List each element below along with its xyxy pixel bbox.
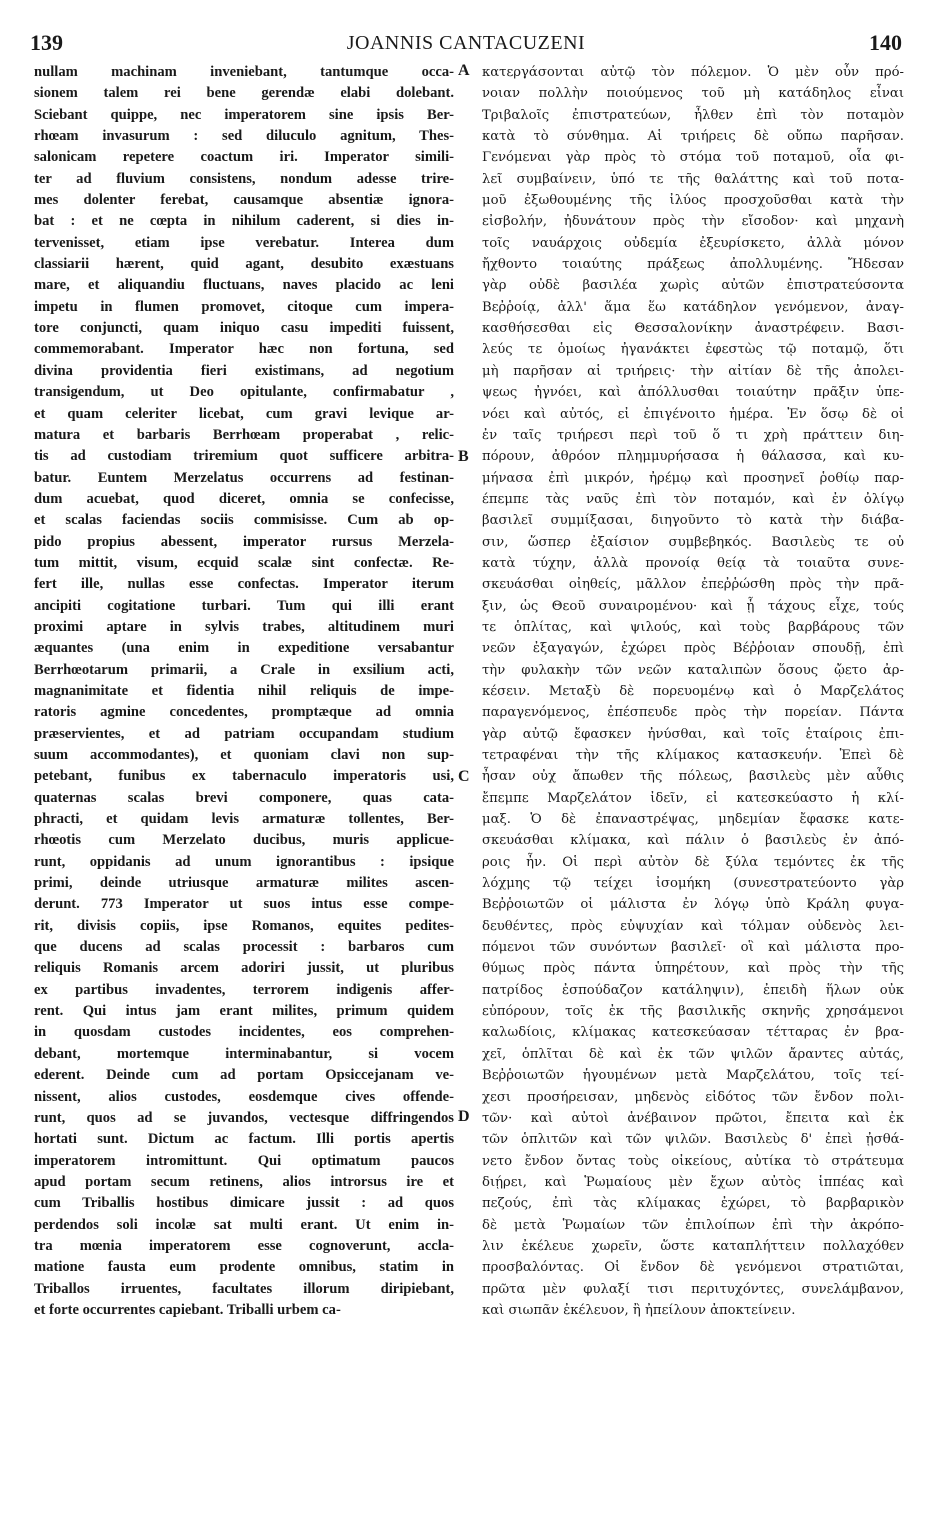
- latin-text-line: tis ad custodiam triremium quot sufficere arbitra-: [34, 448, 454, 465]
- latin-text-line: classiarii hærent, quid agant, desubito exæstuans: [34, 256, 454, 273]
- latin-text-line: salonicam repetere coactum iri. Imperator simili-: [34, 149, 454, 166]
- greek-text-line: γὰρ οὐδὲ βασιλέα χωρὶς αὐτῶν ἐπιστρατεύσοντα: [482, 278, 904, 294]
- greek-text-line: δὲ μετὰ Ῥωμαίων τῶν ἐπιλοίπων ἐπὶ τὴν ἀκρόπο-: [482, 1217, 904, 1233]
- greek-text-line: καλωδίοις, κλίμακας κατεσκεύασαν τέτταρας ἐν βρα-: [482, 1025, 904, 1041]
- latin-text-line: suum accommodantes), et quoniam clavi non sup-: [34, 747, 454, 763]
- latin-text-line: tervenisset, etiam ipse verebatur. Interea dum: [34, 234, 454, 251]
- latin-text-line: runt, quos ad se juvandos, vectesque diffringendos: [34, 1109, 454, 1126]
- greek-text-line: λιν ἐκέλευε χωρεῖν, ὥστε καταπλήττειν πολλαχόθεν: [482, 1238, 904, 1254]
- greek-text-line: Γενόμεναι γὰρ πρὸς τὸ στόμα τοῦ ποταμοῦ, οἷα φι-: [482, 150, 904, 166]
- latin-text-line: matione fausta eum prodente omnibus, statim in: [34, 1259, 454, 1276]
- latin-text-line: Triballos irruentes, facultates illorum diripiebant,: [34, 1280, 454, 1297]
- greek-text-line: κατὰ τύχην, ἀλλὰ προνοίᾳ θείᾳ τὰ τοιαῦτα συνε-: [482, 555, 904, 571]
- latin-text-line: Berrhœotarum primarii, a Crale in exsilium acti,: [34, 661, 454, 678]
- latin-text-line: impetu in flumen promovet, citoque cum impera-: [34, 298, 454, 315]
- greek-text-line: σιν, ὥσπερ ἐξαίσιον συμβεβηκός. Βασιλεὺς τε οὐ: [482, 534, 904, 550]
- greek-text-line: μοῦ ἐξωθουμένης τῆς ἰλύος προσχοῦσθαι κατὰ τὴν: [482, 193, 904, 209]
- greek-text-line: θύμως πρὸς πάντα ὑπηρέτουν, καὶ πρὸς τὴν τῆς: [482, 961, 904, 977]
- latin-text-line: rit, divisis copiis, ipse Romanos, equites pedites-: [34, 917, 454, 934]
- greek-text-line: εἰσβολήν, ἠδυνάτουν πρὸς τὴν εἴσοδον· καὶ μηχανὴ: [482, 214, 904, 230]
- latin-text-line: runt, oppidanis ad unum ignorantibus : ipsique: [34, 853, 454, 870]
- greek-text-line: δευθέντες, πρὸς εὐψυχίαν καὶ τόλμαν οὐδενὸς λει-: [482, 918, 904, 934]
- latin-text-line: cum Triballis hostibus dimicare jussit : ad quos: [34, 1195, 454, 1212]
- greek-text-line: λόχμης τῷ τείχει ἰσομήκη (συνεστρατεύοντο γὰρ: [482, 876, 904, 892]
- latin-text-line: pido propius abessent, imperator rursus Merzela-: [34, 533, 454, 550]
- greek-text-line: Βεῤῥοιωτῶν οἱ μάλιστα ἐν λόγῳ ὑπὸ Κράλη φυγα-: [482, 897, 904, 913]
- greek-text-line: λεύς τε ὁμοίως ἠγανάκτει ἐφεστὼς τῷ ποταμῷ, ὅτι: [482, 342, 904, 358]
- greek-text-line: κασθήσεσθαι εἰς Θεσσαλονίκην ἀναστρέφειν. Βασι-: [482, 321, 904, 337]
- latin-text-line: bat : et ne cœpta in nihilum caderent, si dies in-: [34, 213, 454, 230]
- greek-text-line: ἔπεμπε Μαρζελάτον ἰδεῖν, εἰ κατεσκεύαστο ἡ κλί-: [482, 790, 904, 806]
- greek-text-line: μὴ παρῆσαν αἱ τριήρεις· τὴν αἰτίαν δὲ τῆς ἀπολει-: [482, 363, 904, 379]
- greek-text-line: τῶν· καὶ αὐτοὶ ἀνέβαινον πρῶτοι, ἔπειτα καὶ ἐκ: [482, 1110, 904, 1126]
- greek-text-line: καὶ σιωπᾶν ἐκέλευον, ἢ ἠπείλουν ἀποκτείνειν.: [482, 1302, 796, 1318]
- latin-text-line: dum acuebat, quod diceret, omnia se confecisse,: [34, 490, 454, 507]
- greek-text-line: γὰρ αὐτῷ ἔφασκεν ἠνύσθαι, καὶ τοῖς ἑταίροις ἐπι-: [482, 726, 904, 742]
- section-marker-a: A: [458, 62, 470, 79]
- greek-text-line: Βεῤῥοιωτῶν ἡγουμένων μετὰ Μαρζελάτου, τοῖς τεί-: [482, 1068, 904, 1084]
- greek-text-line: τε ὁπλίτας, καὶ ψιλούς, καὶ τοὺς βαρβάρους τῶν: [482, 619, 904, 635]
- latin-text-line: nullam machinam inveniebant, tantumque occa-: [34, 64, 454, 80]
- greek-text-line: νοιαν πολλὴν ποιούμενος τοῦ μὴ κατάδηλος εἶναι: [482, 86, 904, 102]
- page-header: [30, 30, 902, 58]
- greek-text-line: χεσι προσήρεισαν, μηδενὸς εἰδότος τῶν ἔνδον πολι-: [482, 1089, 904, 1105]
- greek-text-line: πατρίδος ἐσπούδαζον κατάληψιν), ἐπειδὴ ἥλων οὐκ: [482, 982, 904, 998]
- greek-text-line: νόει καὶ αὐτός, εἰ ἐπιγένοιτο ἡμέρα. Ἐν ὅσῳ δὲ οἱ: [482, 406, 904, 422]
- latin-text-line: tore conjuncti, quam iniquo casu impediti fuissent,: [34, 320, 454, 337]
- latin-text-line: transigendum, ut Deo opitulante, confirmabatur ,: [34, 384, 454, 401]
- latin-text-line: debant, mortemque interminabantur, si vocem: [34, 1045, 454, 1062]
- latin-text-line: reliquis Romanis arcem adoriri jussit, ut pluribus: [34, 960, 454, 977]
- greek-text-line: νεῶν ἐξαγαγών, ἐχώρει πρὸς Βέῤῥοιαν σπουδῇ, ἐπὶ: [482, 641, 904, 657]
- latin-text-line: et forte occurrentes capiebant. Triballi urbem ca-: [34, 1301, 341, 1318]
- section-marker-c: C: [458, 768, 470, 785]
- greek-text-line: πόμενοι τῶν συνόντων βασιλεῖ· οἳ καὶ μάλιστα προ-: [482, 940, 904, 956]
- latin-text-line: matura et barbaris Berrhœam properabat , relic-: [34, 426, 454, 443]
- greek-text-line: τετραφέναι τὴν τῆς κλίμακος κατασκευήν. Ἐπεὶ δὲ: [482, 748, 904, 763]
- greek-text-line: χεῖ, ὁπλῖται δὲ καὶ ἐκ τῶν ψιλῶν ἄραντες αὐτάς,: [482, 1046, 904, 1062]
- latin-text-line: hortati sunt. Dictum ac factum. Illi portis apertis: [34, 1131, 454, 1148]
- greek-text-line: ἦσαν οὐχ ἄπωθεν τῆς πόλεως, βασιλεὺς μὲν αὖθις: [482, 769, 904, 785]
- greek-text-line: ἐν ταῖς τριήρεσι περὶ τοῦ ὅ τι χρὴ πράττειν διη-: [482, 427, 904, 443]
- latin-text-line: petebant, funibus ex tabernaculo imperatoris usi,: [34, 768, 454, 785]
- greek-text-line: πρῶτα μὲν φυλαξί τισι περιτυχόντες, συνελάμβανον,: [482, 1281, 904, 1297]
- latin-text-line: commemorabant. Imperator hæc non fortuna, sed: [34, 341, 454, 358]
- greek-text-line: παραγενόμενος, ἐπέσπευδε πρὸς τὴν πορείαν. Πάντα: [482, 705, 904, 721]
- page-number-left: 139: [30, 30, 63, 55]
- greek-text-line: κέσειν. Μεταξὺ δὲ πορευομένῳ καὶ ὁ Μαρζελάτος: [482, 683, 904, 699]
- latin-text-line: phracti, et quidam levis armaturæ tollentes, Ber-: [34, 811, 454, 828]
- latin-text-line: magnanimitate et fidentia nihil reliquis de impe-: [34, 682, 454, 699]
- latin-text-line: fert ille, nullas esse confectas. Imperator iterum: [34, 576, 454, 593]
- latin-text-line: et scalas faciendas sociis commisisse. Cum ab op-: [34, 512, 454, 529]
- latin-text-line: ratoris agmine concedentes, promptæque ad omnia: [34, 704, 454, 721]
- greek-text-line: πεζούς, ἐπὶ τὰς κλίμακας ἐχώρει, τὸ βαρβαρικὸν: [482, 1196, 904, 1212]
- latin-text-line: batur. Euntem Merzelatus occurrens ad festinan-: [34, 469, 454, 486]
- greek-text-line: βασιλεῖ συμμίξασαι, διηγοῦντο τὸ κατὰ τὴν διάβα-: [482, 513, 904, 529]
- greek-text-line: μαξ. Ὁ δὲ ἐπαναστρέψας, μηδεμίαν ἔφασκε κατε-: [482, 812, 904, 828]
- greek-text-line: κατὰ τὸ σύνθημα. Αἱ τριήρεις δὲ οὔπω παρῆσαν.: [482, 129, 904, 145]
- latin-text-line: rhœam invasurum : sed diluculo agnitum, Thes-: [34, 128, 454, 145]
- greek-text-line: ψεως ἠγνόει, καὶ ἀπόλλυσθαι τοιαύτην πρᾶξιν ὑπε-: [482, 385, 904, 401]
- greek-text-line: ξιν, ὡς Θεοῦ συναιρομένου· καὶ ᾗ τάχους εἶχε, τούς: [482, 598, 904, 614]
- latin-text-line: apud portam secum retinens, alios introrsus ire et: [34, 1173, 454, 1190]
- greek-text-line: τῶν ὁπλιτῶν καὶ τῶν ψιλῶν. Βασιλεὺς δ' ἐπεὶ ᾐσθά-: [482, 1132, 904, 1148]
- latin-text-line: primi, deinde utriusque armaturæ milites ascen-: [34, 875, 454, 892]
- greek-column: [482, 62, 904, 1321]
- greek-text-line: σκευάσθαι οἰηθείς, μᾶλλον ἐπεῤῥώσθη πρὸς τὴν πρᾶ-: [482, 577, 904, 593]
- greek-text-line: ἤχθοντο τοιαύτης πράξεως ἀπολλυμένης. Ἤδεσαν: [482, 257, 904, 273]
- latin-text-line: proximi aptare in sylvis trabes, altitudinem muri: [34, 618, 454, 635]
- latin-text-line: rent. Qui intus jam erant milites, primum quidem: [34, 1003, 454, 1020]
- section-marker-d: D: [458, 1108, 470, 1125]
- latin-text-line: tra mœnia imperatorem esse cognoverunt, accla-: [34, 1237, 454, 1254]
- latin-text-line: æquantes (una enim in expeditione versabantur: [34, 640, 454, 657]
- greek-text-line: τοῖς ναυάρχοις οὐδεμία ἐξευρίσκετο, ἀλλὰ μόνον: [482, 235, 904, 251]
- latin-text-line: ex partibus invadentes, terrorem indigenis affer-: [34, 981, 454, 998]
- running-title: JOANNIS CANTACUZENI: [346, 32, 586, 54]
- latin-text-line: que ducens ad scalas processit : barbaros cum: [34, 939, 454, 956]
- latin-text-line: ter ad fluvium consistens, nondum adesse trire-: [34, 170, 454, 187]
- latin-text-line: præservientes, et ad patriam occupandam studium: [34, 725, 454, 742]
- greek-text-line: νετο ἔνδον ὄντας τοὺς οἰκείους, αὐτίκα τὸ στράτευμα: [482, 1153, 904, 1169]
- greek-text-line: Τριβαλοῖς ἐπιστρατεύων, ἦλθεν ἐπὶ τὸν ποταμὸν: [482, 107, 904, 123]
- latin-text-line: rhœotis cum Merzelato ducibus, muris applicue-: [34, 832, 454, 849]
- latin-text-line: et quam celeriter licebat, cum gravi levique ar-: [34, 405, 454, 422]
- latin-text-line: ancipiti cogitatione turbari. Tum qui illi erant: [34, 597, 454, 614]
- greek-text-line: πόρουν, ἀθρόον πλημμυρήσασα ἡ θάλασσα, καὶ κυ-: [482, 449, 904, 465]
- latin-text-line: tum mittit, visum, ecquid scalæ sint confectæ. Re-: [34, 554, 454, 571]
- greek-text-line: εὐπόρουν, τοῖς ἐκ τῆς βασιλικῆς σκηνῆς χρησάμενοι: [482, 1004, 904, 1020]
- greek-text-line: Βεῤῥοίᾳ, ἀλλ' ἅμα ἕω κατάδηλον γενόμενον, ἀναγ-: [482, 299, 904, 315]
- page-number-right: 140: [869, 30, 902, 55]
- latin-text-line: perdendos soli incolæ sat multi erant. Ut enim in-: [34, 1216, 454, 1233]
- greek-text-line: τὴν φυλακὴν τῶν νεῶν καταλιπὼν ὅσους ᾤετο ἀρ-: [482, 662, 904, 678]
- latin-text-line: in quosdam custodes incidentes, eos comprehen-: [34, 1024, 454, 1041]
- latin-text-line: mare, et aliquandiu fluctuans, naves placido ac leni: [34, 277, 454, 294]
- latin-text-line: mes dolenter ferebat, causamque absentiæ ignora-: [34, 192, 454, 209]
- greek-text-line: μήνασα ἐπὶ μικρόν, ἠρέμῳ καὶ προσηνεῖ ῥοθίῳ παρ-: [482, 470, 904, 486]
- greek-text-line: λεῖ συμβαίνειν, ὑπό τε τῆς θαλάττης καὶ τοῦ ποτα-: [482, 171, 904, 187]
- latin-text-line: imperatorem intromittunt. Qui optimatum paucos: [34, 1152, 454, 1169]
- latin-text-line: Sciebant quippe, nec imperatorem sine ipsis Ber-: [34, 106, 454, 123]
- latin-column: [34, 62, 454, 1321]
- latin-text-line: quaternas scalas brevi componere, quas cata-: [34, 789, 454, 806]
- latin-text-line: divina providentia fieri existimans, ad negotium: [34, 362, 454, 379]
- latin-text-line: ederent. Deinde cum ad portam Opsiccejanam ve-: [34, 1067, 454, 1084]
- latin-text-line: nissent, alios custodes, eosdemque cives offende-: [34, 1088, 454, 1105]
- latin-text-line: sionem talem rei bene gerendæ elabi dolebant.: [34, 85, 454, 102]
- greek-text-line: κατεργάσονται αὐτῷ τὸν πόλεμον. Ὁ μὲν οὖν πρό-: [482, 65, 904, 80]
- greek-text-line: προσβαλόντας. Οἱ ἔνδον δὲ γενόμενοι στρατιῶται,: [482, 1260, 904, 1276]
- greek-text-line: σκευάσθαι κλίμακα, καὶ πάλιν ὁ βασιλεὺς ἐν ἀπό-: [482, 833, 904, 849]
- section-marker-b: B: [458, 448, 469, 465]
- greek-text-line: διῄρει, καὶ Ῥωμαίους μὲν ἔχων αὐτὸς ἱππέας καὶ: [482, 1174, 904, 1190]
- greek-text-line: έπεμπε τὰς ναῦς ἐπὶ τὸν ποταμόν, καὶ ἐν ὀλίγῳ: [482, 491, 904, 507]
- greek-text-line: ροις ἦν. Οἱ περὶ αὐτὸν δὲ ξύλα τεμόντες ἐκ τῆς: [482, 854, 904, 870]
- latin-text-line: derunt. 773 Imperator ut suos intus esse compe-: [34, 896, 454, 913]
